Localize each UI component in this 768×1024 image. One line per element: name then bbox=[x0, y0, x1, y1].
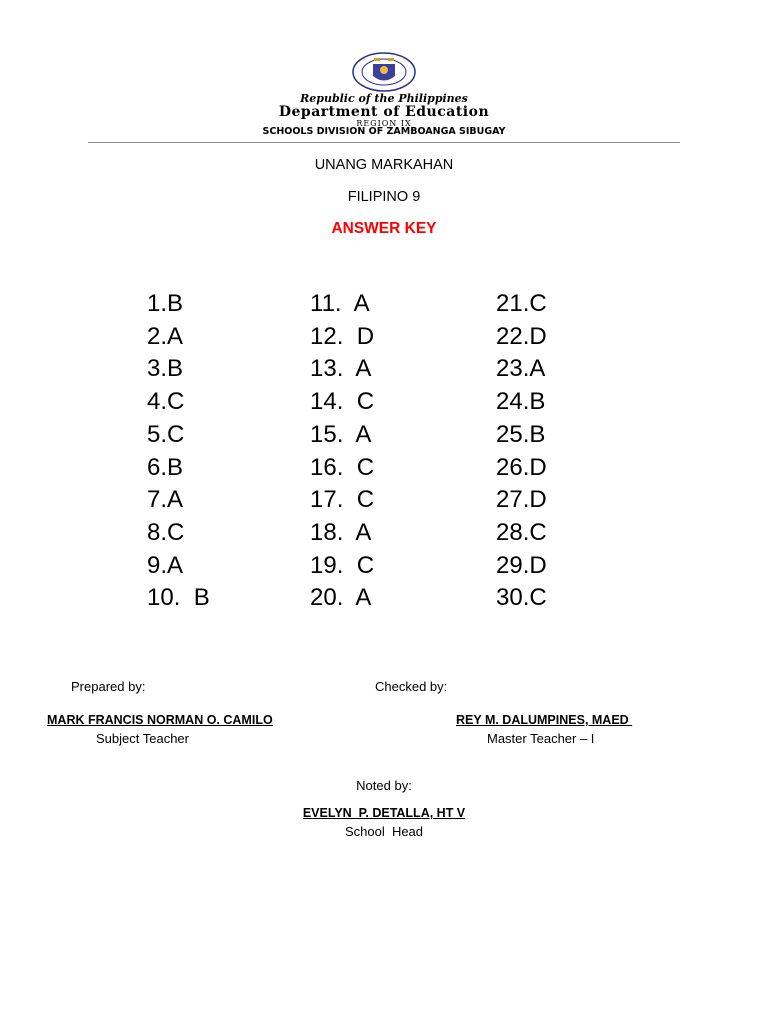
answer-item: 23.A bbox=[496, 355, 546, 383]
answer-item: 3.B bbox=[147, 355, 184, 383]
prepared-by-role: Subject Teacher bbox=[96, 731, 189, 746]
answer-item: 11. A bbox=[310, 290, 370, 317]
answer-item: 24.B bbox=[496, 388, 546, 416]
answer-item: 16. C bbox=[310, 453, 375, 481]
noted-by-name: EVELYN P. DETALLA, HT V bbox=[302, 806, 466, 820]
answer-item: 14. C bbox=[310, 388, 375, 416]
answer-item: 2.A bbox=[147, 322, 184, 350]
deped-seal-logo bbox=[352, 52, 416, 92]
answer-item: 6.B bbox=[147, 453, 184, 481]
answer-item: 10. B bbox=[147, 584, 210, 612]
header-divider bbox=[88, 142, 680, 143]
answer-item: 7.A bbox=[147, 486, 184, 514]
answers-column-1 bbox=[147, 288, 210, 615]
answer-item: 28.C bbox=[496, 518, 547, 546]
answer-item: 8.C bbox=[147, 518, 185, 546]
answer-item: 9.A bbox=[147, 551, 184, 579]
answer-item: 30.C bbox=[496, 584, 547, 612]
answer-item: 4.C bbox=[147, 388, 185, 416]
department-text: Department of Education bbox=[278, 104, 490, 120]
checked-by-role: Master Teacher – I bbox=[487, 731, 595, 746]
noted-by-role: School Head bbox=[344, 824, 424, 839]
answer-item: 5.C bbox=[147, 420, 185, 448]
republic-text: Republic of the Philippines bbox=[300, 92, 468, 105]
answer-item: 25.B bbox=[496, 420, 546, 448]
answer-item: 17. C bbox=[310, 486, 375, 514]
answer-item: 27.D bbox=[496, 486, 547, 514]
answer-item: 15. A bbox=[310, 420, 372, 448]
answer-item: 1.B bbox=[147, 290, 184, 317]
answer-item: 20. A bbox=[310, 584, 372, 612]
subject-title: FILIPINO 9 bbox=[347, 189, 421, 205]
answer-item: 29.D bbox=[496, 551, 547, 579]
answer-item: 13. A bbox=[310, 355, 372, 383]
division-text: SCHOOLS DIVISION OF ZAMBOANGA SIBUGAY bbox=[262, 126, 506, 137]
answer-key-heading: ANSWER KEY bbox=[331, 220, 437, 237]
checked-by-name: REY M. DALUMPINES, MAED bbox=[456, 713, 633, 727]
answers-column-2 bbox=[310, 288, 374, 615]
region-text: REGION IX bbox=[356, 119, 412, 128]
checked-by-label: Checked by: bbox=[375, 679, 448, 694]
noted-by-label: Noted by: bbox=[356, 778, 412, 793]
answer-item: 19. C bbox=[310, 551, 375, 579]
answer-item: 22.D bbox=[496, 322, 547, 350]
answer-item: 26.D bbox=[496, 453, 547, 481]
answer-item: 21.C bbox=[496, 290, 547, 317]
answer-item: 18. A bbox=[310, 518, 372, 546]
answer-item: 12. D bbox=[310, 322, 375, 350]
prepared-by-label: Prepared by: bbox=[71, 679, 146, 694]
prepared-by-name: MARK FRANCIS NORMAN O. CAMILO bbox=[47, 713, 273, 727]
quarter-title: UNANG MARKAHAN bbox=[314, 157, 454, 173]
answers-column-3 bbox=[496, 288, 547, 615]
